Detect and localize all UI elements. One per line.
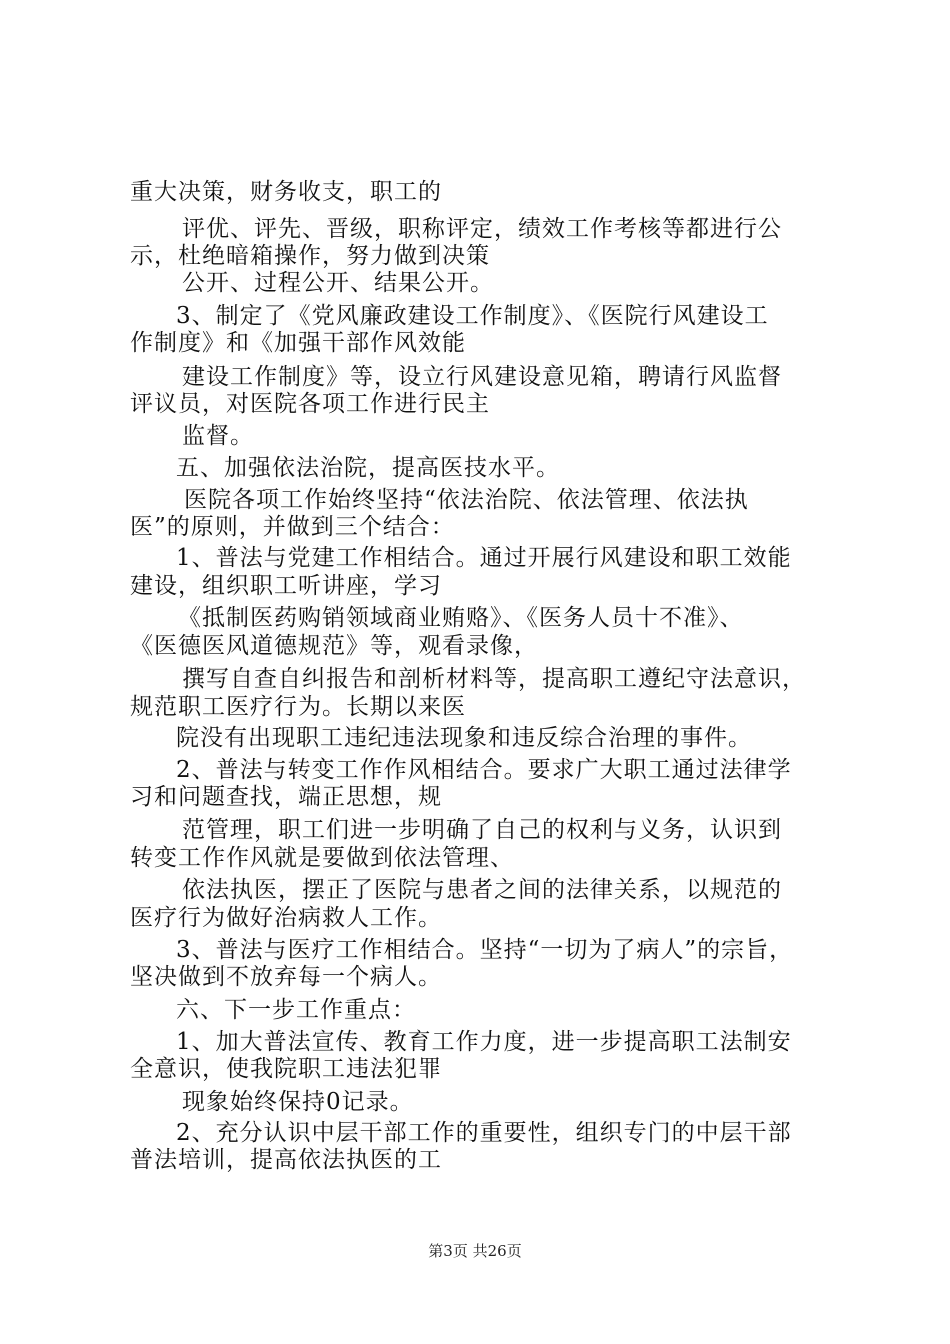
text-line: 撰写自查自纠报告和剖析材料等，提高职工遵纪守法意识， <box>182 666 806 692</box>
text-line: 普法培训，提高依法执医的工 <box>130 1147 442 1173</box>
text-line: 作制度》和《加强干部作风效能 <box>130 330 466 356</box>
text-line: 建设，组织职工听讲座，学习 <box>130 573 442 599</box>
text-line: 建设工作制度》等，设立行风建设意见箱，聘请行风监督 <box>182 364 782 390</box>
text-line: 依法执医，摆正了医院与患者之间的法律关系，以规范的 <box>182 877 782 903</box>
text-line: 公开、过程公开、结果公开。 <box>182 270 494 296</box>
text-line: 3、普法与医疗工作相结合。坚持“一切为了病人”的宗旨， <box>176 937 794 963</box>
text-line: 规范职工医疗行为。长期以来医 <box>130 694 466 720</box>
text-line: 重大决策，财务收支，职工的 <box>130 179 442 205</box>
text-line: 3、制定了《党风廉政建设工作制度》、《医院行风建设工 <box>176 303 769 329</box>
page-number-footer: 第3页 共26页 <box>428 1242 522 1260</box>
text-line: 《医德医风道德规范》等，观看录像， <box>130 633 538 659</box>
text-line: 1、加大普法宣传、教育工作力度，进一步提高职工法制安 <box>176 1029 792 1055</box>
text-line: 习和问题查找，端正思想，规 <box>130 784 442 810</box>
text-line: 监督。 <box>182 423 254 449</box>
text-line: 1、普法与党建工作相结合。通过开展行风建设和职工效能 <box>176 545 792 571</box>
text-line: 示，杜绝暗箱操作，努力做到决策 <box>130 243 490 269</box>
text-line: 2、普法与转变工作作风相结合。要求广大职工通过法律学 <box>176 757 792 783</box>
text-line: 评优、评先、晋级，职称评定，绩效工作考核等都进行公 <box>182 216 782 242</box>
text-line: 现象始终保持0记录。 <box>182 1089 414 1115</box>
text-line: 范管理，职工们进一步明确了自己的权利与义务，认识到 <box>182 817 782 843</box>
text-line: 医疗行为做好治病救人工作。 <box>130 905 442 931</box>
section-heading: 五、加强依法治院，提高医技水平。 <box>176 455 560 481</box>
text-line: 评议员，对医院各项工作进行民主 <box>130 391 490 417</box>
text-line: 医院各项工作始终坚持“依法治院、依法管理、依法执 <box>184 487 749 513</box>
text-line: 全意识，使我院职工违法犯罪 <box>130 1056 442 1082</box>
text-line: 院没有出现职工违纪违法现象和违反综合治理的事件。 <box>176 725 752 751</box>
text-line: 坚决做到不放弃每一个病人。 <box>130 964 442 990</box>
section-heading: 六、下一步工作重点： <box>176 997 416 1023</box>
text-line: 转变工作作风就是要做到依法管理、 <box>130 845 514 871</box>
text-line: 《抵制医药购销领域商业贿赂》、《医务人员十不准》、 <box>178 605 744 631</box>
text-line: 医”的原则，并做到三个结合： <box>130 514 455 540</box>
text-line: 2、充分认识中层干部工作的重要性，组织专门的中层干部 <box>176 1120 792 1146</box>
